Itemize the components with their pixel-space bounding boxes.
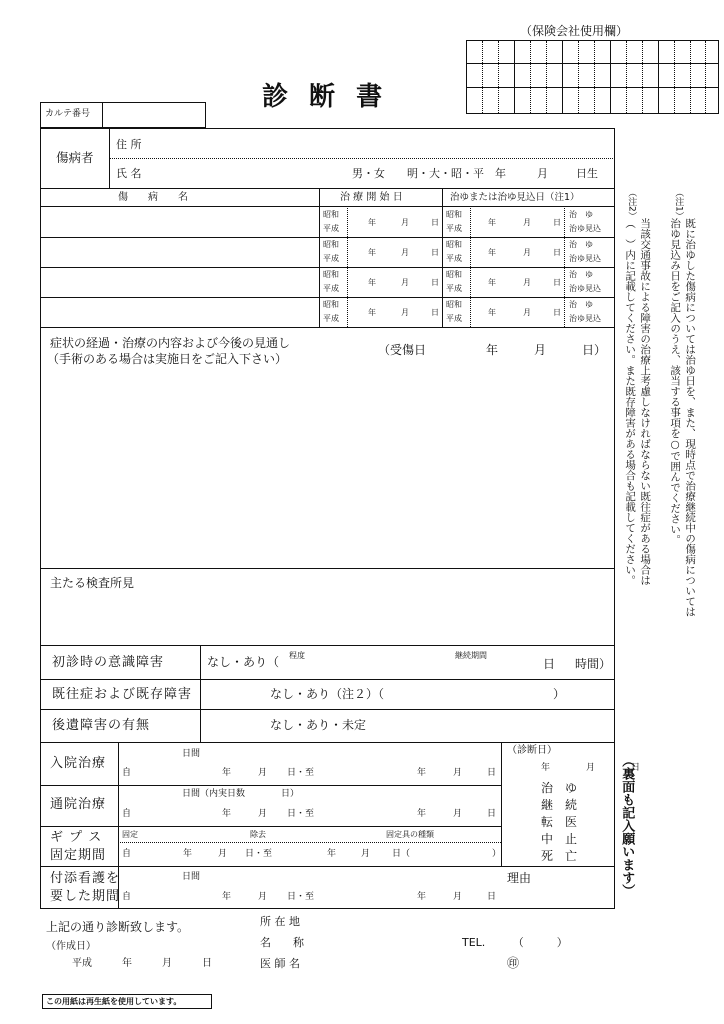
end-era-showa: 昭和 — [446, 240, 462, 249]
outpatient-label: 通院治療 — [50, 797, 107, 812]
start-year: 年 — [368, 308, 376, 317]
end-year: 年 — [488, 248, 496, 257]
cast-label-2: 固定期間 — [50, 848, 107, 863]
address-label: 住 所 — [116, 138, 142, 151]
nursing-label-2: 要した期間 — [50, 889, 121, 904]
end-year: 年 — [488, 278, 496, 287]
insurer-use-label: （保険会社使用欄） — [520, 24, 629, 38]
exam-label: 主たる検査所見 — [50, 576, 135, 590]
hospital-to-y: 年 — [417, 768, 427, 778]
outpatient-from-m: 月 — [258, 809, 268, 819]
cast-remove: 除去 — [250, 830, 266, 839]
nursing-from: 自 — [122, 892, 132, 902]
tel-label[interactable]: TEL. （ ） — [462, 936, 568, 949]
history-options[interactable]: なし・あり（注２）（ — [270, 687, 385, 701]
note2-line1: 当該交通事故による障害の治療上考慮しなければならない既往症がある場合は — [639, 218, 652, 586]
era-heisei: 平成 — [323, 284, 339, 293]
created-date[interactable]: 平成 年 月 日 — [72, 958, 212, 969]
era-heisei: 平成 — [323, 314, 339, 323]
status-cured[interactable]: 治 ゆ — [569, 270, 593, 279]
birth-year-label: 年 — [495, 167, 506, 180]
end-day: 日 — [553, 278, 561, 287]
statement: 上記の通り診断致します。 — [46, 920, 190, 934]
start-day: 日 — [431, 248, 439, 257]
nursing-to-m: 月 — [453, 892, 463, 902]
status-cured[interactable]: 治 ゆ — [569, 210, 593, 219]
start-month: 月 — [401, 278, 409, 287]
consciousness-options[interactable]: なし・あり（ — [207, 655, 280, 669]
start-year: 年 — [368, 278, 376, 287]
col-start-header: 治 療 開 始 日 — [340, 192, 403, 203]
outcome-stop[interactable]: 中 止 — [541, 832, 578, 846]
cast-fix: 固定 — [122, 830, 138, 839]
hospital-from: 自 — [122, 768, 132, 778]
end-era-heisei: 平成 — [446, 284, 462, 293]
status-cured[interactable]: 治 ゆ — [569, 300, 593, 309]
hospital-label: 入院治療 — [50, 756, 107, 771]
diagnosis-date-label: （診断日） — [507, 745, 557, 756]
end-month: 月 — [523, 218, 531, 227]
symptoms-sublabel: （手術のある場合は実施日をご記入下さい） — [47, 352, 288, 366]
cast-to: 日・至 — [245, 849, 273, 859]
era-showa: 昭和 — [323, 210, 339, 219]
exam-field[interactable] — [46, 595, 606, 635]
nursing-days: 日間 — [182, 872, 201, 882]
back-side-note: （裏面も記入願います） — [619, 754, 635, 897]
start-year: 年 — [368, 218, 376, 227]
start-day: 日 — [431, 308, 439, 317]
era-options[interactable]: 明・大・昭・平 — [407, 167, 484, 180]
sequelae-label: 後遺障害の有無 — [52, 718, 151, 733]
era-showa: 昭和 — [323, 240, 339, 249]
outcome-transfer[interactable]: 転 医 — [541, 815, 578, 829]
outpatient-from: 自 — [122, 809, 132, 819]
seal-mark: ㊞ — [507, 956, 520, 970]
nursing-to-d: 日 — [487, 892, 497, 902]
end-year: 年 — [488, 308, 496, 317]
end-era-showa: 昭和 — [446, 210, 462, 219]
history-close: ） — [553, 687, 566, 701]
outpatient-days: 日間（内実日数 日） — [182, 789, 300, 799]
recycled-note-box — [42, 994, 212, 1009]
name-label: 氏 名 — [116, 167, 142, 180]
note1-line1: 既に治ゆした傷病については治ゆ日を、また、現時点で治療継続中の傷病については — [684, 218, 697, 617]
cast-to-m: 月 — [361, 849, 371, 859]
doctor-name-label: 医 師 名 — [260, 957, 300, 970]
consciousness-degree: 程度 — [289, 651, 305, 660]
end-era-heisei: 平成 — [446, 314, 462, 323]
hospital-to: 日・至 — [287, 768, 315, 778]
outpatient-to-d: 日 — [487, 809, 497, 819]
end-era-showa: 昭和 — [446, 300, 462, 309]
outpatient-to: 日・至 — [287, 809, 315, 819]
patient-label: 傷病者 — [56, 150, 94, 165]
status-expected[interactable]: 治ゆ見込 — [569, 314, 601, 323]
end-day: 日 — [553, 308, 561, 317]
start-month: 月 — [401, 218, 409, 227]
sequelae-options[interactable]: なし・あり・未定 — [270, 718, 367, 732]
hospital-from-y: 年 — [222, 768, 232, 778]
cast-close: ） — [492, 849, 502, 859]
start-month: 月 — [401, 308, 409, 317]
cast-to-y: 年 — [327, 849, 337, 859]
injury-date[interactable]: （受傷日 年 月 日） — [378, 343, 607, 357]
nursing-to-y: 年 — [417, 892, 427, 902]
cast-label: ギ プ ス — [50, 830, 103, 845]
end-era-heisei: 平成 — [446, 224, 462, 233]
history-label: 既往症および既存障害 — [52, 687, 193, 702]
recycled-note: この用紙は再生紙を使用しています。 — [46, 997, 182, 1006]
hospital-to-m: 月 — [453, 768, 463, 778]
nursing-from-y: 年 — [222, 892, 232, 902]
injury-name-field[interactable] — [46, 214, 314, 230]
col-injury-header: 傷 病 名 — [118, 192, 188, 203]
outpatient-to-y: 年 — [417, 809, 427, 819]
insurer-use-grid — [466, 40, 719, 114]
nursing-label: 付添看護を — [50, 871, 121, 886]
start-day: 日 — [431, 218, 439, 227]
injury-name-field[interactable] — [46, 244, 314, 260]
note1-label: （注1） — [673, 188, 684, 221]
status-expected[interactable]: 治ゆ見込 — [569, 254, 601, 263]
reason-label: 理由 — [507, 871, 532, 885]
cast-from-m: 月 — [218, 849, 228, 859]
hospital-days: 日間 — [182, 749, 201, 759]
address-label-sign: 所 在 地 — [260, 915, 300, 928]
cast-type: 固定具の種類 — [386, 830, 434, 839]
page-title: 診 断 書 — [262, 82, 389, 112]
nursing-to: 日・至 — [287, 892, 315, 902]
hospital-to-d: 日 — [487, 768, 497, 778]
end-month: 月 — [523, 278, 531, 287]
end-day: 日 — [553, 218, 561, 227]
col-end-header: 治ゆまたは治ゆ見込日（注1） — [450, 192, 580, 203]
outcome-continue[interactable]: 継 続 — [541, 798, 578, 812]
consciousness-duration: 継続期間 — [455, 651, 487, 660]
end-day: 日 — [553, 248, 561, 257]
era-showa: 昭和 — [323, 300, 339, 309]
end-year: 年 — [488, 218, 496, 227]
diagnosis-date-ymd[interactable]: 年 月 日 — [541, 763, 641, 773]
era-heisei: 平成 — [323, 254, 339, 263]
consciousness-day: 日 — [543, 657, 556, 671]
chart-number-label: カルテ番号 — [45, 109, 91, 119]
end-era-showa: 昭和 — [446, 270, 462, 279]
outcome-death[interactable]: 死 亡 — [541, 849, 578, 863]
chart-number-field[interactable] — [108, 110, 198, 122]
status-expected[interactable]: 治ゆ見込 — [569, 284, 601, 293]
end-era-heisei: 平成 — [446, 254, 462, 263]
symptoms-field[interactable] — [46, 372, 606, 562]
nursing-from-m: 月 — [258, 892, 268, 902]
note1-line2: 治ゆ見込み日をご記入のうえ、該当する事項を○で囲んでください。 — [669, 218, 682, 545]
era-heisei: 平成 — [323, 224, 339, 233]
end-month: 月 — [523, 308, 531, 317]
facility-name-label: 名 称 — [260, 936, 304, 949]
cast-from-y: 年 — [183, 849, 193, 859]
cast-to-d: 日（ — [392, 849, 411, 859]
start-month: 月 — [401, 248, 409, 257]
gender-options[interactable]: 男・女 — [352, 167, 385, 180]
injury-name-field[interactable] — [46, 274, 314, 290]
start-day: 日 — [431, 278, 439, 287]
era-showa: 昭和 — [323, 270, 339, 279]
note2-line2: （ ）内に記載してください。また既存障害がある場合も記載してください。 — [624, 218, 637, 586]
created-label: （作成日） — [46, 941, 96, 952]
note2-label: （注2） — [626, 188, 637, 221]
outpatient-from-y: 年 — [222, 809, 232, 819]
status-cured[interactable]: 治 ゆ — [569, 240, 593, 249]
consciousness-label: 初診時の意識障害 — [52, 655, 165, 670]
start-year: 年 — [368, 248, 376, 257]
name-field[interactable] — [165, 165, 345, 181]
birth-month-label: 月 — [537, 167, 548, 180]
outcome-cured[interactable]: 治 ゆ — [541, 781, 578, 795]
end-month: 月 — [523, 248, 531, 257]
symptoms-label: 症状の経過・治療の内容および今後の見通し — [50, 336, 291, 350]
cast-from: 自 — [122, 849, 132, 859]
consciousness-hours: 時間） — [575, 657, 612, 671]
injury-name-field[interactable] — [46, 304, 314, 320]
hospital-from-m: 月 — [258, 768, 268, 778]
birth-day-label: 日生 — [576, 167, 598, 180]
address-field[interactable] — [165, 137, 605, 153]
status-expected[interactable]: 治ゆ見込 — [569, 224, 601, 233]
outpatient-to-m: 月 — [453, 809, 463, 819]
